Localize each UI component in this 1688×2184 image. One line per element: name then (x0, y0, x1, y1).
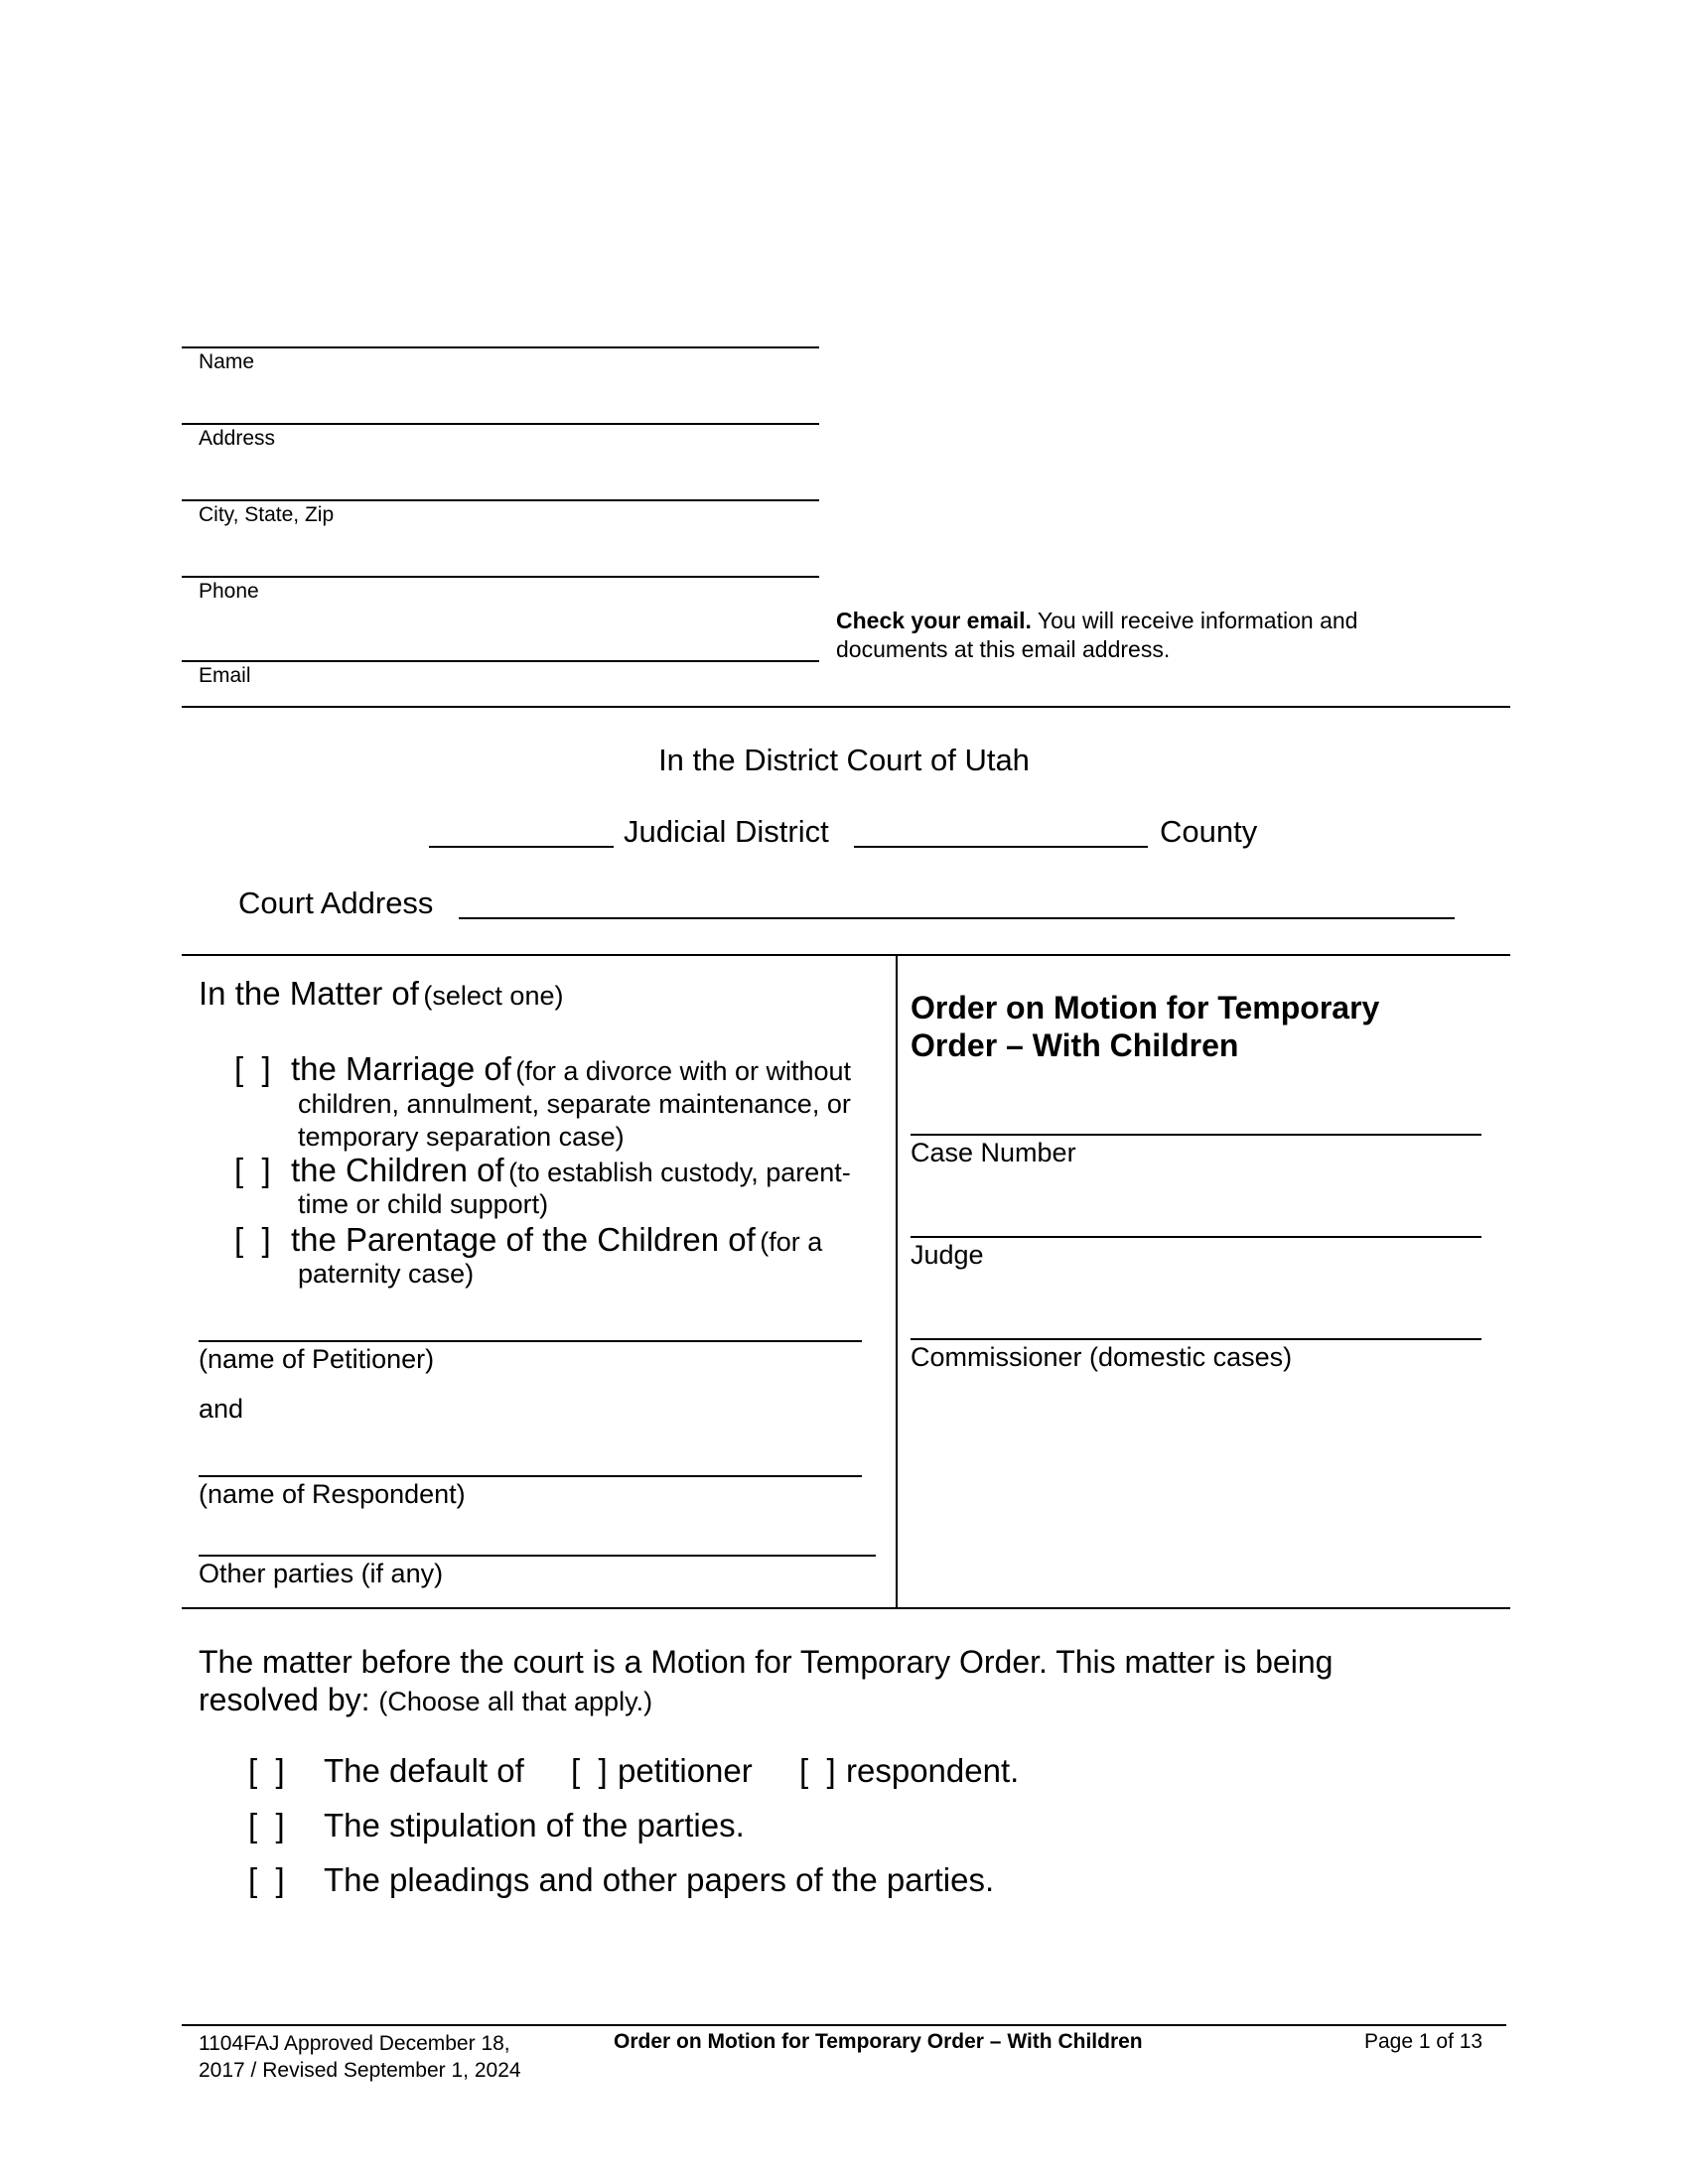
children-checkbox[interactable]: [ ] (234, 1152, 271, 1188)
footer-title: Order on Motion for Temporary Order – With Children (614, 2030, 1143, 2053)
pleadings-checkbox[interactable]: [ ] (248, 1861, 285, 1898)
phone-line[interactable] (182, 576, 819, 578)
judicial-district-line[interactable] (429, 846, 614, 848)
children-note-line2: time or child support) (298, 1189, 549, 1219)
judge-label: Judge (911, 1240, 984, 1270)
email-line[interactable] (182, 660, 819, 662)
marriage-title: the Marriage of (291, 1050, 511, 1087)
parentage-option (291, 1221, 907, 1259)
stipulation-label: The stipulation of the parties. (324, 1807, 745, 1843)
other-parties-line[interactable] (199, 1555, 876, 1557)
petitioner-line[interactable] (199, 1340, 862, 1342)
commissioner-label: Commissioner (domestic cases) (911, 1342, 1293, 1372)
footer-form-id-line1: 1104FAJ Approved December 18, (199, 2032, 510, 2055)
city-state-zip-line[interactable] (182, 499, 819, 501)
city-state-zip-label: City, State, Zip (199, 503, 335, 526)
intro-line1: The matter before the court is a Motion for Temporary Order. This matter is being (199, 1644, 1334, 1680)
stipulation-checkbox[interactable]: [ ] (248, 1807, 285, 1843)
marriage-note-line2: children, annulment, separate maintenance, or (298, 1089, 851, 1119)
document-title-line2: Order – With Children (911, 1027, 1239, 1063)
court-title: In the District Court of Utah (658, 743, 1030, 777)
county-label: County (1160, 814, 1258, 849)
marriage-checkbox[interactable]: [ ] (234, 1050, 271, 1087)
marriage-option (291, 1050, 887, 1088)
matter-select-note: (select one) (423, 981, 564, 1011)
children-note-cont (298, 1189, 548, 1220)
intro-note: (Choose all that apply.) (378, 1687, 653, 1716)
petitioner-checkbox[interactable]: [ ] (571, 1752, 608, 1789)
parentage-note: (for a (760, 1227, 823, 1257)
respondent-checkbox[interactable]: [ ] (799, 1752, 836, 1789)
parentage-note-line2: paternity case) (298, 1259, 475, 1289)
commissioner-line[interactable] (911, 1338, 1481, 1340)
email-notice-line2: documents at this email address. (836, 636, 1171, 662)
matter-title: In the Matter of (199, 975, 419, 1012)
judicial-district-label: Judicial District (624, 814, 829, 849)
footer-divider (182, 2024, 1506, 2026)
default-checkbox[interactable]: [ ] (248, 1752, 285, 1789)
matter-heading (199, 975, 563, 1013)
case-number-label: Case Number (911, 1138, 1076, 1167)
footer-form-id-line2: 2017 / Revised September 1, 2024 (199, 2059, 521, 2082)
judge-line[interactable] (911, 1236, 1481, 1238)
children-title: the Children of (291, 1152, 504, 1188)
respondent-option-label: respondent. (846, 1752, 1020, 1789)
intro-line2: resolved by: (199, 1682, 370, 1717)
email-notice-bold: Check your email. (836, 608, 1032, 633)
children-option (291, 1152, 907, 1189)
parentage-checkbox[interactable]: [ ] (234, 1221, 271, 1258)
respondent-line[interactable] (199, 1475, 862, 1477)
caption-center-divider (896, 954, 898, 1607)
address-line[interactable] (182, 423, 819, 425)
respondent-label: (name of Respondent) (199, 1479, 466, 1509)
petitioner-option-label: petitioner (618, 1752, 753, 1789)
marriage-note-line3: temporary separation case) (298, 1122, 625, 1152)
intro-paragraph (199, 1643, 1333, 1720)
court-address-label: Court Address (238, 886, 434, 920)
county-line[interactable] (854, 846, 1148, 848)
footer-page-number: Page 1 of 13 (1364, 2030, 1483, 2053)
phone-label: Phone (199, 580, 259, 603)
parentage-title: the Parentage of the Children of (291, 1221, 756, 1258)
case-number-line[interactable] (911, 1134, 1481, 1136)
petitioner-label: (name of Petitioner) (199, 1344, 435, 1374)
and-label: and (199, 1394, 244, 1424)
email-label: Email (199, 664, 251, 687)
name-label: Name (199, 350, 255, 373)
header-divider (182, 706, 1510, 708)
marriage-note-cont (298, 1088, 851, 1154)
caption-top-border (182, 954, 1510, 956)
other-parties-label: Other parties (if any) (199, 1559, 444, 1588)
footer-form-id (199, 2030, 521, 2084)
children-note: (to establish custody, parent- (508, 1158, 851, 1187)
name-line[interactable] (182, 346, 819, 348)
court-address-line[interactable] (459, 917, 1455, 919)
document-title (911, 989, 1379, 1064)
email-notice-line1: You will receive information and (1037, 608, 1358, 633)
email-notice (836, 607, 1432, 664)
address-label: Address (199, 427, 276, 450)
document-title-line1: Order on Motion for Temporary (911, 990, 1380, 1025)
parentage-note-cont (298, 1259, 474, 1290)
marriage-note: (for a divorce with or without (515, 1056, 852, 1086)
default-of-label: The default of (324, 1752, 524, 1789)
caption-bottom-border (182, 1607, 1510, 1609)
pleadings-label: The pleadings and other papers of the parties. (324, 1861, 995, 1898)
